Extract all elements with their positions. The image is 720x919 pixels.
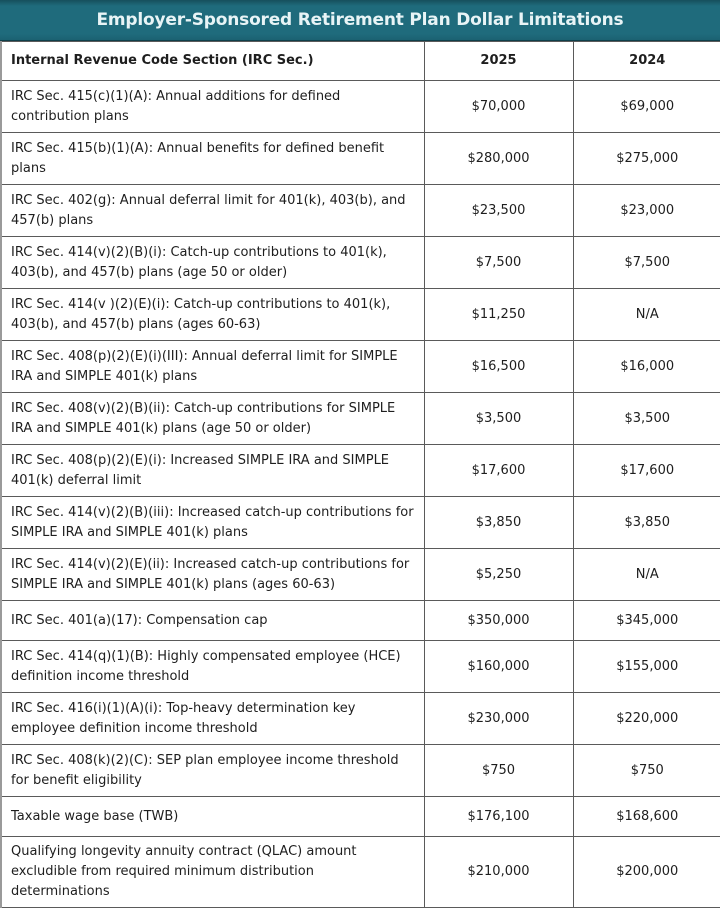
value-2024-cell: $17,600 <box>573 445 720 497</box>
table-row <box>1 745 720 797</box>
section-cell: IRC Sec. 414(q)(1)(B): Highly compensated employee (HCE) definition income threshold <box>1 641 424 693</box>
value-2025-cell: $3,500 <box>424 393 573 445</box>
value-2024-cell: $220,000 <box>573 693 720 745</box>
table-row <box>1 549 720 601</box>
column-header-2024: 2024 <box>573 42 720 81</box>
table-row <box>1 837 720 908</box>
section-cell: IRC Sec. 414(v)(2)(B)(i): Catch-up contributions to 401(k), 403(b), and 457(b) plans (age 50 or older) <box>1 237 424 289</box>
table-row <box>1 601 720 641</box>
value-2024-cell: $23,000 <box>573 185 720 237</box>
value-2025-cell: $176,100 <box>424 797 573 837</box>
value-2024-cell: N/A <box>573 549 720 601</box>
value-2024-cell: $750 <box>573 745 720 797</box>
table-row <box>1 289 720 341</box>
table-row <box>1 237 720 289</box>
section-cell: IRC Sec. 408(k)(2)(C): SEP plan employee income threshold for benefit eligibility <box>1 745 424 797</box>
header-row <box>1 42 720 81</box>
section-cell: IRC Sec. 414(v)(2)(E)(ii): Increased catch-up contributions for SIMPLE IRA and SIMPLE 401(k) plans (ages 60-63) <box>1 549 424 601</box>
value-2024-cell: $168,600 <box>573 797 720 837</box>
section-cell: IRC Sec. 414(v)(2)(B)(iii): Increased catch-up contributions for SIMPLE IRA and SIMPLE 401(k) plans <box>1 497 424 549</box>
value-2024-cell: $69,000 <box>573 81 720 133</box>
retirement-limits-table <box>0 41 720 908</box>
table-row <box>1 445 720 497</box>
table-row <box>1 393 720 445</box>
value-2025-cell: $70,000 <box>424 81 573 133</box>
value-2025-cell: $230,000 <box>424 693 573 745</box>
value-2024-cell: N/A <box>573 289 720 341</box>
table-row <box>1 797 720 837</box>
table-row <box>1 341 720 393</box>
section-cell: IRC Sec. 402(g): Annual deferral limit for 401(k), 403(b), and 457(b) plans <box>1 185 424 237</box>
table-row <box>1 81 720 133</box>
value-2024-cell: $155,000 <box>573 641 720 693</box>
value-2024-cell: $16,000 <box>573 341 720 393</box>
value-2025-cell: $750 <box>424 745 573 797</box>
value-2024-cell: $7,500 <box>573 237 720 289</box>
section-cell: IRC Sec. 408(v)(2)(B)(ii): Catch-up contributions for SIMPLE IRA and SIMPLE 401(k) plans (age 50 or older) <box>1 393 424 445</box>
section-cell: IRC Sec. 416(i)(1)(A)(i): Top-heavy determination key employee definition income threshold <box>1 693 424 745</box>
table-row <box>1 693 720 745</box>
value-2025-cell: $350,000 <box>424 601 573 641</box>
table-row <box>1 497 720 549</box>
value-2025-cell: $7,500 <box>424 237 573 289</box>
value-2025-cell: $5,250 <box>424 549 573 601</box>
value-2025-cell: $280,000 <box>424 133 573 185</box>
value-2025-cell: $17,600 <box>424 445 573 497</box>
value-2025-cell: $160,000 <box>424 641 573 693</box>
value-2024-cell: $275,000 <box>573 133 720 185</box>
section-cell: Taxable wage base (TWB) <box>1 797 424 837</box>
table-row <box>1 641 720 693</box>
table-row <box>1 185 720 237</box>
column-header-2025: 2025 <box>424 42 573 81</box>
value-2024-cell: $3,500 <box>573 393 720 445</box>
section-cell: IRC Sec. 401(a)(17): Compensation cap <box>1 601 424 641</box>
value-2025-cell: $23,500 <box>424 185 573 237</box>
section-cell: Qualifying longevity annuity contract (QLAC) amount excludible from required minimum distribution determinations <box>1 837 424 908</box>
value-2025-cell: $3,850 <box>424 497 573 549</box>
value-2025-cell: $210,000 <box>424 837 573 908</box>
value-2025-cell: $11,250 <box>424 289 573 341</box>
value-2024-cell: $345,000 <box>573 601 720 641</box>
value-2025-cell: $16,500 <box>424 341 573 393</box>
section-cell: IRC Sec. 415(b)(1)(A): Annual benefits for defined benefit plans <box>1 133 424 185</box>
section-cell: IRC Sec. 414(v )(2)(E)(i): Catch-up contributions to 401(k), 403(b), and 457(b) plans (ages 60-63) <box>1 289 424 341</box>
section-cell: IRC Sec. 415(c)(1)(A): Annual additions for defined contribution plans <box>1 81 424 133</box>
table-title: Employer-Sponsored Retirement Plan Dollar Limitations <box>0 0 720 41</box>
value-2024-cell: $3,850 <box>573 497 720 549</box>
section-cell: IRC Sec. 408(p)(2)(E)(i)(III): Annual deferral limit for SIMPLE IRA and SIMPLE 401(k) plans <box>1 341 424 393</box>
section-cell: IRC Sec. 408(p)(2)(E)(i): Increased SIMPLE IRA and SIMPLE 401(k) deferral limit <box>1 445 424 497</box>
column-header-section: Internal Revenue Code Section (IRC Sec.) <box>1 42 424 81</box>
table-row <box>1 133 720 185</box>
value-2024-cell: $200,000 <box>573 837 720 908</box>
